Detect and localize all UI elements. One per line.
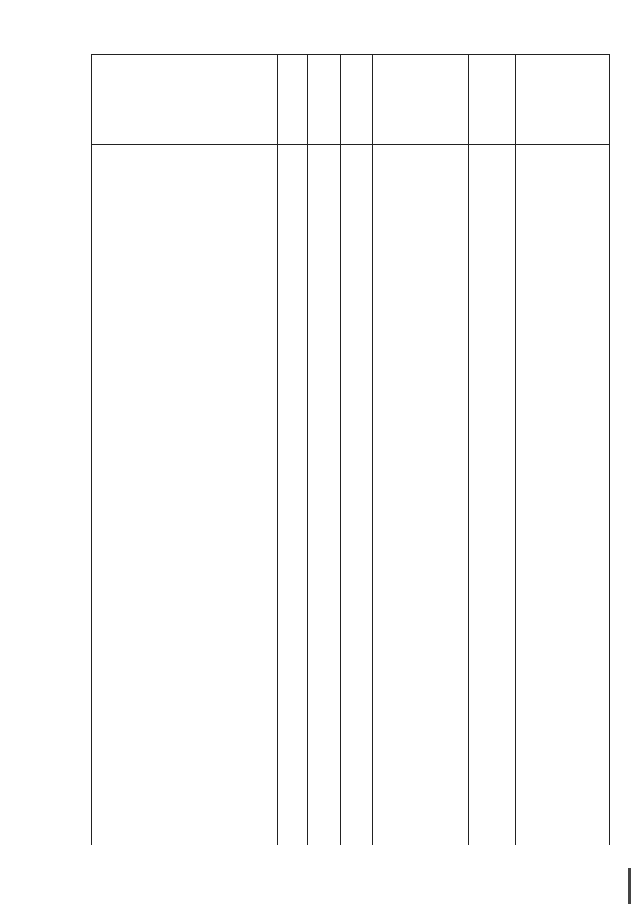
col-divider bbox=[307, 55, 308, 845]
header-name bbox=[92, 55, 277, 144]
header-gruppa bbox=[468, 55, 515, 144]
header-vedomstvo bbox=[277, 55, 307, 144]
header-summa bbox=[515, 55, 609, 144]
col-divider bbox=[515, 55, 516, 845]
col-divider bbox=[372, 55, 373, 845]
col-divider bbox=[468, 55, 469, 845]
header-razdel bbox=[307, 55, 340, 144]
header-celevaya bbox=[372, 55, 468, 144]
header-podrazdel bbox=[340, 55, 372, 144]
col-divider bbox=[340, 55, 341, 845]
header-divider bbox=[92, 144, 609, 145]
budget-table bbox=[91, 54, 610, 845]
col-divider bbox=[277, 55, 278, 845]
scan-edge bbox=[628, 868, 631, 904]
